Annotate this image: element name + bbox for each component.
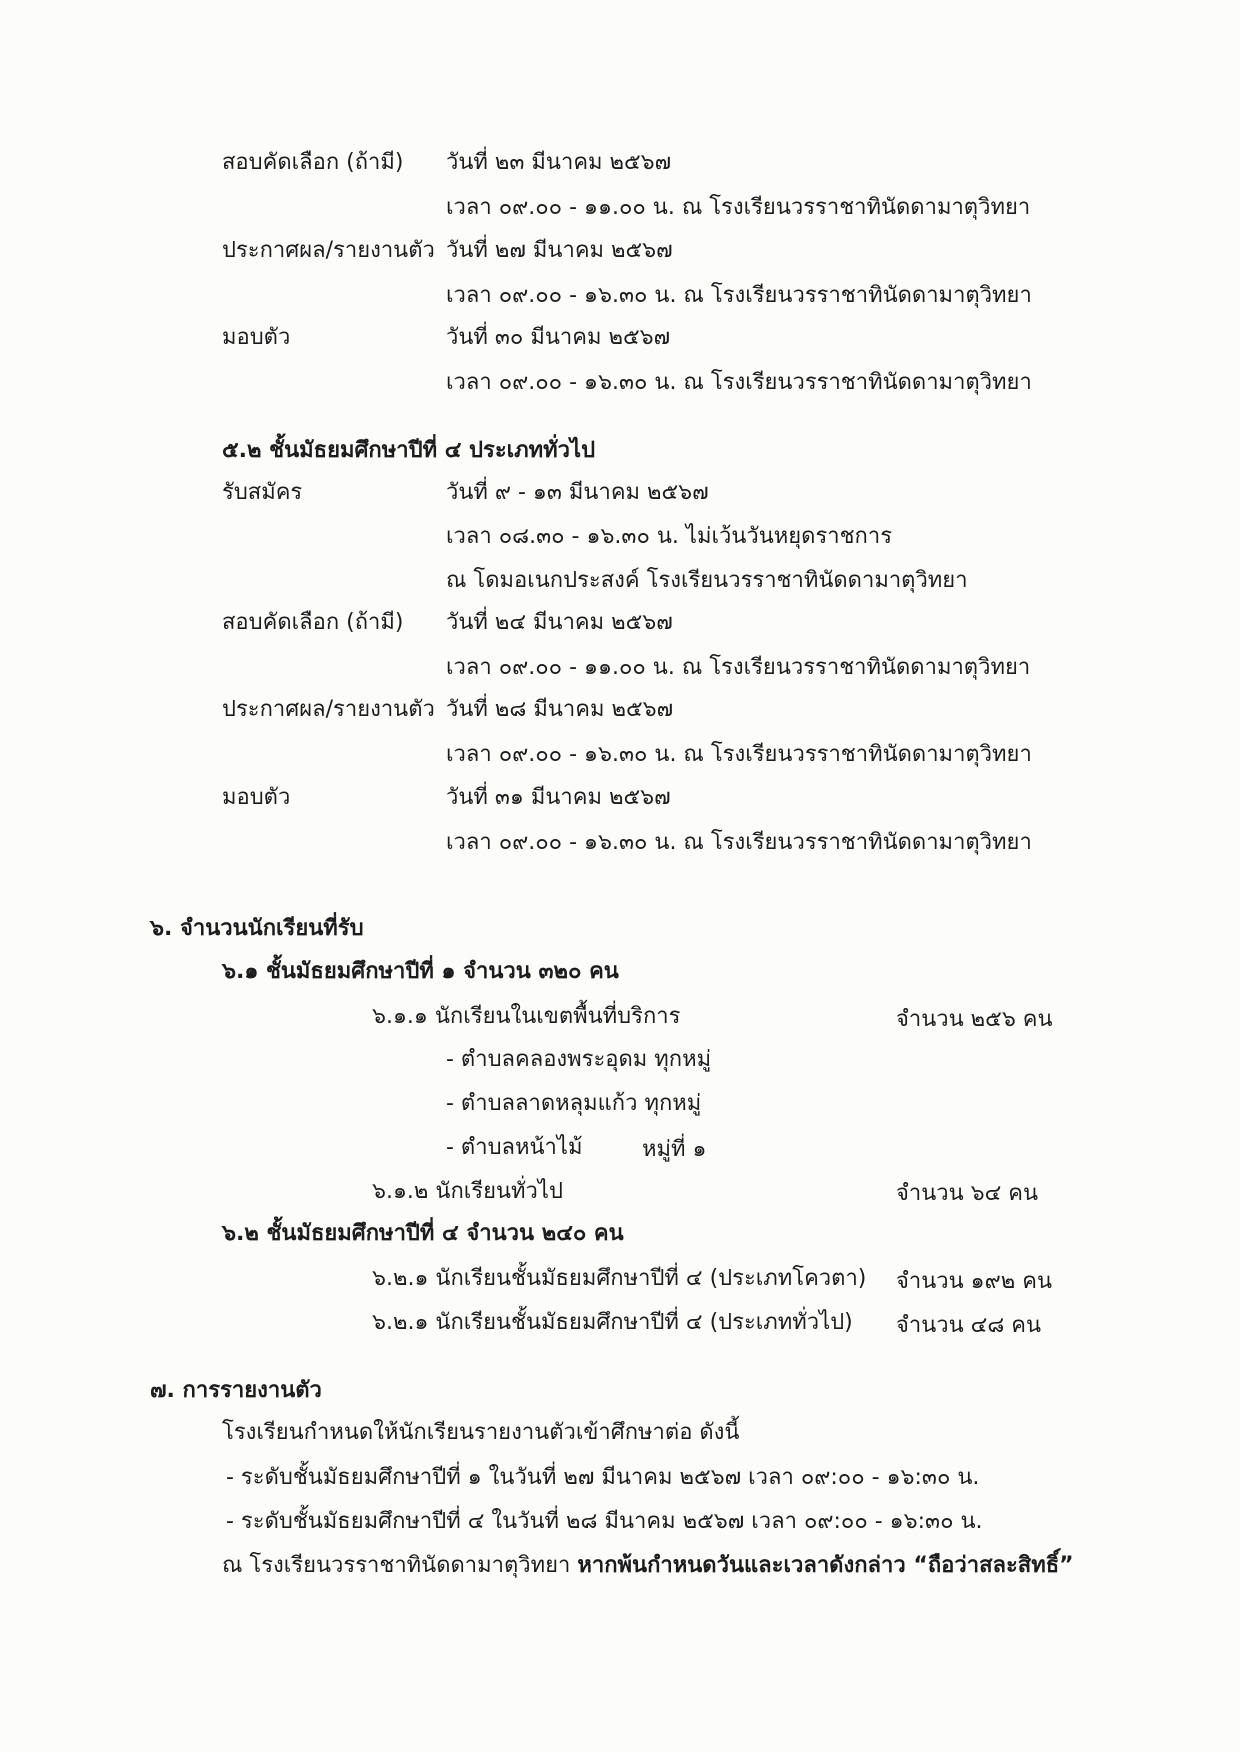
- m4-apply-time: เวลา ๐๘.๓๐ - ๑๖.๓๐ น. ไม่เว้นวันหยุดราชการ: [446, 524, 893, 549]
- m1-exam-label: สอบคัดเลือก (ถ้ามี): [222, 150, 404, 175]
- section-7-item-2: - ระดับชั้นมัธยมศึกษาปีที่ ๔ ในวันที่ ๒๘ มีนาคม ๒๕๖๗ เวลา ๐๙:๐๐ - ๑๖:๓๐ น.: [226, 1509, 983, 1534]
- section-6-heading: ๖. จำนวนนักเรียนที่รับ: [150, 916, 364, 941]
- closing-forfeit-notice: หากพ้นกำหนดวันและเวลาดังกล่าว “ถือว่าสละสิทธิ์”: [577, 1553, 1074, 1578]
- m4-exam-date: วันที่ ๒๔ มีนาคม ๒๕๖๗: [446, 610, 673, 635]
- area-item-3-name: - ตำบลหน้าไม้: [446, 1135, 583, 1160]
- closing-place: ณ โรงเรียนวรราชาทินัดดามาตุวิทยา: [222, 1553, 578, 1578]
- m1-exam-date: วันที่ ๒๓ มีนาคม ๒๕๖๗: [446, 150, 672, 175]
- area-item-2: - ตำบลลาดหลุมแก้ว ทุกหมู่: [446, 1091, 702, 1116]
- section-6-2-2-label: ๖.๒.๑ นักเรียนชั้นมัธยมศึกษาปีที่ ๔ (ประเภททั่วไป): [372, 1310, 853, 1335]
- m4-announce-time: เวลา ๐๙.๐๐ - ๑๖.๓๐ น. ณ โรงเรียนวรราชาทินัดดามาตุวิทยา: [446, 742, 1032, 767]
- section-6-1-heading: ๖.๑ ชั้นมัธยมศึกษาปีที่ ๑ จำนวน ๓๒๐ คน: [222, 959, 619, 984]
- section-6-1-1-count: จำนวน ๒๕๖ คน: [896, 1007, 1053, 1032]
- m1-exam-time: เวลา ๐๙.๐๐ - ๑๑.๐๐ น. ณ โรงเรียนวรราชาทินัดดามาตุวิทยา: [446, 195, 1031, 220]
- section-7-intro: โรงเรียนกำหนดให้นักเรียนรายงานตัวเข้าศึกษาต่อ ดังนี้: [222, 1420, 740, 1445]
- section-6-1-2-label: ๖.๑.๒ นักเรียนทั่วไป: [372, 1179, 563, 1204]
- m1-enroll-date: วันที่ ๓๐ มีนาคม ๒๕๖๗: [446, 325, 671, 350]
- m4-enroll-time: เวลา ๐๙.๐๐ - ๑๖.๓๐ น. ณ โรงเรียนวรราชาทินัดดามาตุวิทยา: [446, 830, 1032, 855]
- m1-announce-label: ประกาศผล/รายงานตัว: [222, 238, 435, 263]
- section-6-2-1-label: ๖.๒.๑ นักเรียนชั้นมัธยมศึกษาปีที่ ๔ (ประเภทโควตา): [372, 1266, 867, 1291]
- m4-apply-place: ณ โดมอเนกประสงค์ โรงเรียนวรราชาทินัดดามาตุวิทยา: [446, 568, 968, 593]
- section-6-2-2-count: จำนวน ๔๘ คน: [896, 1313, 1042, 1338]
- m1-enroll-time: เวลา ๐๙.๐๐ - ๑๖.๓๐ น. ณ โรงเรียนวรราชาทินัดดามาตุวิทยา: [446, 370, 1032, 395]
- m1-announce-date: วันที่ ๒๗ มีนาคม ๒๕๖๗: [446, 238, 673, 263]
- m4-announce-label: ประกาศผล/รายงานตัว: [222, 697, 435, 722]
- section-6-1-2-count: จำนวน ๖๔ คน: [896, 1181, 1039, 1206]
- area-item-1: - ตำบลคลองพระอุดม ทุกหมู่: [446, 1047, 712, 1072]
- area-item-3-scope: หมู่ที่ ๑: [642, 1137, 707, 1162]
- m4-announce-date: วันที่ ๒๘ มีนาคม ๒๕๖๗: [446, 697, 674, 722]
- m4-enroll-label: มอบตัว: [222, 785, 291, 810]
- m4-apply-date: วันที่ ๙ - ๑๓ มีนาคม ๒๕๖๗: [446, 480, 709, 505]
- section-6-2-heading: ๖.๒ ชั้นมัธยมศึกษาปีที่ ๔ จำนวน ๒๔๐ คน: [222, 1221, 624, 1246]
- m4-apply-label: รับสมัคร: [222, 480, 303, 505]
- m4-enroll-date: วันที่ ๓๑ มีนาคม ๒๕๖๗: [446, 785, 671, 810]
- m1-enroll-label: มอบตัว: [222, 325, 291, 350]
- section-7-heading: ๗. การรายงานตัว: [150, 1378, 322, 1403]
- section-5-2-heading: ๕.๒ ชั้นมัธยมศึกษาปีที่ ๔ ประเภททั่วไป: [222, 438, 596, 463]
- section-7-closing: [222, 1551, 1074, 1581]
- section-6-2-1-count: จำนวน ๑๙๒ คน: [896, 1269, 1052, 1294]
- section-7-item-1: - ระดับชั้นมัธยมศึกษาปีที่ ๑ ในวันที่ ๒๗ มีนาคม ๒๕๖๗ เวลา ๐๙:๐๐ - ๑๖:๓๐ น.: [226, 1465, 980, 1490]
- m4-exam-time: เวลา ๐๙.๐๐ - ๑๑.๐๐ น. ณ โรงเรียนวรราชาทินัดดามาตุวิทยา: [446, 655, 1031, 680]
- section-6-1-1-label: ๖.๑.๑ นักเรียนในเขตพื้นที่บริการ: [372, 1004, 681, 1029]
- m1-announce-time: เวลา ๐๙.๐๐ - ๑๖.๓๐ น. ณ โรงเรียนวรราชาทินัดดามาตุวิทยา: [446, 283, 1032, 308]
- m4-exam-label: สอบคัดเลือก (ถ้ามี): [222, 610, 404, 635]
